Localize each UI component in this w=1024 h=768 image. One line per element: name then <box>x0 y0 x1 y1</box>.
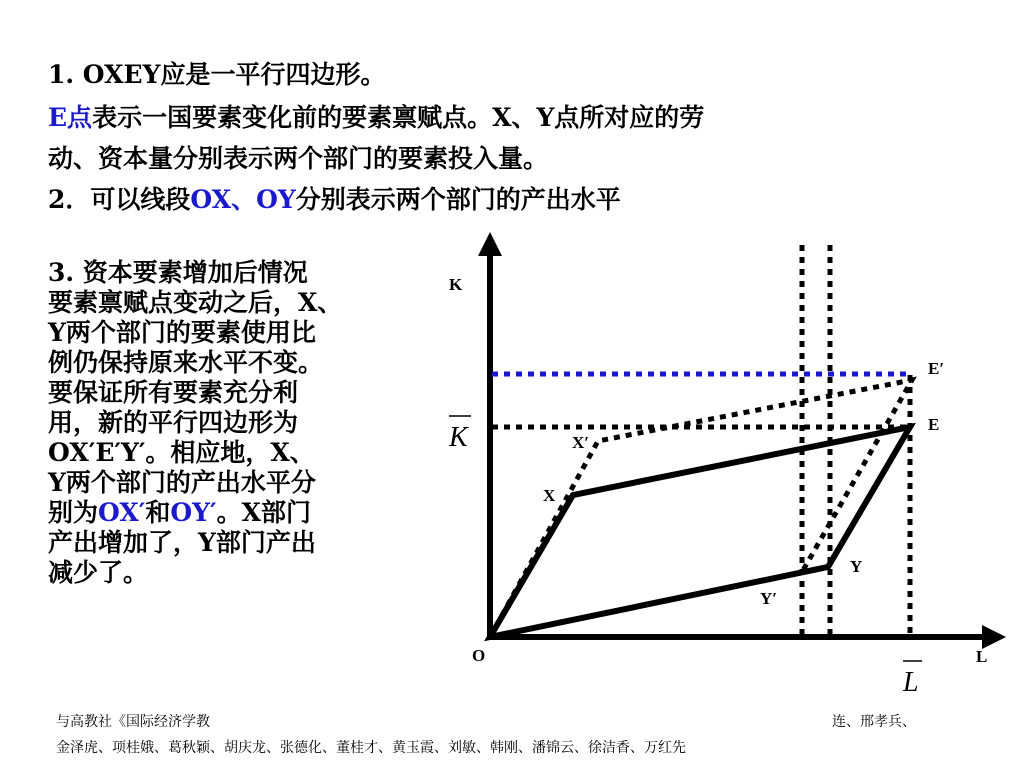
paragraph-3-line: 减少了。 <box>48 558 149 587</box>
y-axis-arrow-icon <box>478 232 502 256</box>
point-e-label: E <box>928 415 940 434</box>
segment-oy-prime: OY′ <box>170 498 217 527</box>
footer-right-1: 连、邢孝兵、 <box>832 714 916 730</box>
parallelogram-original <box>490 427 910 637</box>
segment-ox-prime: OX′ <box>98 498 146 527</box>
origin-label: O <box>472 646 486 665</box>
heading-line-4-suffix: 分别表示两个部门的产出水平 <box>295 185 621 214</box>
heading-line-1: 1. OXEY应是一平行四边形。 <box>48 60 386 89</box>
paragraph-3-line: 3. 资本要素增加后情况 <box>48 258 308 287</box>
point-x-label: X <box>543 486 556 505</box>
axis-x-label: L <box>976 647 988 666</box>
point-e-highlight: E点 <box>48 103 93 132</box>
x-axis-arrow-icon <box>982 625 1006 649</box>
paragraph-3-text: 。X部门 <box>216 498 311 527</box>
paragraph-3-text: 别为 <box>48 498 99 527</box>
point-x-prime-label: X′ <box>572 433 590 452</box>
segments-highlight: OX、OY <box>190 185 296 214</box>
axis-y-label: K <box>449 275 463 294</box>
paragraph-3-text: 和 <box>145 498 171 527</box>
heading-line-2-text: 表示一国要素变化前的要素禀赋点。X、Y点所对应的劳 <box>92 103 705 132</box>
heading-line-4-prefix: 2．可以线段 <box>48 185 191 214</box>
point-y-prime-label: Y′ <box>760 589 778 608</box>
footer-left-1: 与高教社《国际经济学教 <box>56 714 210 730</box>
lbar-label: L <box>903 667 919 698</box>
point-y-label: Y <box>850 557 863 576</box>
paragraph-3-line: Y两个部门的产出水平分 <box>48 468 316 497</box>
paragraph-3-line: 要保证所有要素充分利 <box>48 378 299 407</box>
heading-line-3: 动、资本量分别表示两个部门的要素投入量。 <box>48 144 549 173</box>
paragraph-3-line: Y两个部门的要素使用比 <box>48 318 316 347</box>
footer-line-2: 金泽虎、项桂娥、葛秋颖、胡庆龙、张德化、董桂才、黄玉霞、刘敏、韩刚、潘锦云、徐洁香、万红先 <box>56 740 686 756</box>
paragraph-3-line: 要素禀赋点变动之后，X、 <box>48 288 343 317</box>
paragraph-3-line: 产出增加了，Y部门产出 <box>48 528 316 557</box>
paragraph-3-line: OX′E′Y′。相应地，X、 <box>48 438 315 467</box>
paragraph-3-line: 例仍保持原来水平不变。 <box>48 348 324 377</box>
kbar-label: K <box>449 422 468 453</box>
point-e-prime-label: E′ <box>928 359 945 378</box>
parallelogram-new <box>490 380 912 637</box>
paragraph-3-line: 用，新的平行四边形为 <box>48 408 299 437</box>
